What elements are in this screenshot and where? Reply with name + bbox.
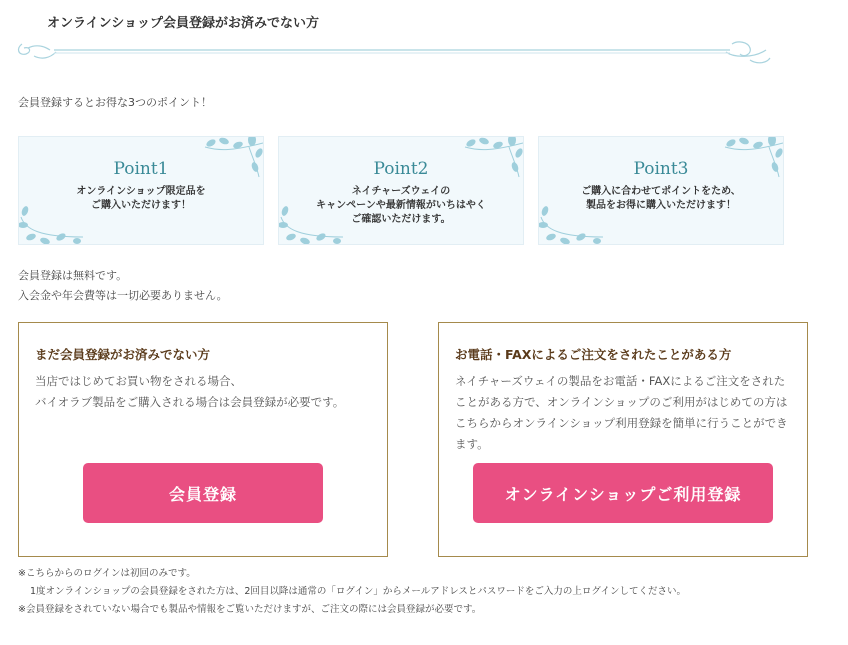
member-register-button[interactable]: 会員登録 (83, 463, 323, 523)
point-title: Point2 (373, 159, 429, 179)
point-text: ネイチャーズウェイの キャンペーンや最新情報がいちはやく ご確認いただけます。 (316, 186, 486, 225)
free-note-line: 入会金や年会費等は一切必要ありません。 (18, 289, 228, 302)
intro-text: 会員登録するとお得な3つのポイント！ (18, 96, 212, 109)
phone-fax-customer-box (438, 322, 808, 557)
box-description: ネイチャーズウェイの製品をお電話・FAXによるご注文をされたことがある方で、オンラインショップのご利用がはじめての方はこちらからオンラインショップ利用登録を簡単に行うことができます。 (455, 374, 788, 451)
box-title: まだ会員登録がお済みでない方 (35, 347, 211, 362)
point-card-3 (538, 136, 784, 245)
point-text: ご購入に合わせてポイントをため、 製品をお得に購入いただけます！ (581, 186, 741, 211)
point-card-1 (18, 136, 264, 245)
footnote-line: ※会員登録をされていない場合でも製品や情報をご覧いただけますが、ご注文の際には会員登録が必要です。 (18, 604, 482, 615)
box-description: 当店ではじめてお買い物をされる場合、 バイオラブ製品をご購入される場合は会員登録が必要です。 (35, 374, 345, 409)
section-title: オンラインショップ会員登録がお済みでない方 (47, 16, 320, 31)
free-note-line: 会員登録は無料です。 (18, 269, 128, 282)
point-title: Point1 (113, 159, 169, 179)
footnote-line: 1度オンラインショップの会員登録をされた方は、2回目以降は通常の「ログイン」からメールアドレスとパスワードをご入力の上ログインしてください。 (30, 586, 686, 597)
new-member-box (18, 322, 388, 557)
footnote-line: ※こちらからのログインは初回のみです。 (18, 568, 196, 579)
free-membership-note (18, 266, 228, 306)
point-card-2 (278, 136, 524, 245)
footnotes (18, 565, 686, 619)
box-title: お電話・FAXによるご注文をされたことがある方 (455, 347, 732, 362)
point-text: オンラインショップ限定品を ご購入いただけます！ (76, 186, 206, 211)
online-shop-register-button[interactable]: オンラインショップご利用登録 (473, 463, 773, 523)
ornamental-divider (14, 34, 780, 70)
point-title: Point3 (633, 159, 689, 179)
